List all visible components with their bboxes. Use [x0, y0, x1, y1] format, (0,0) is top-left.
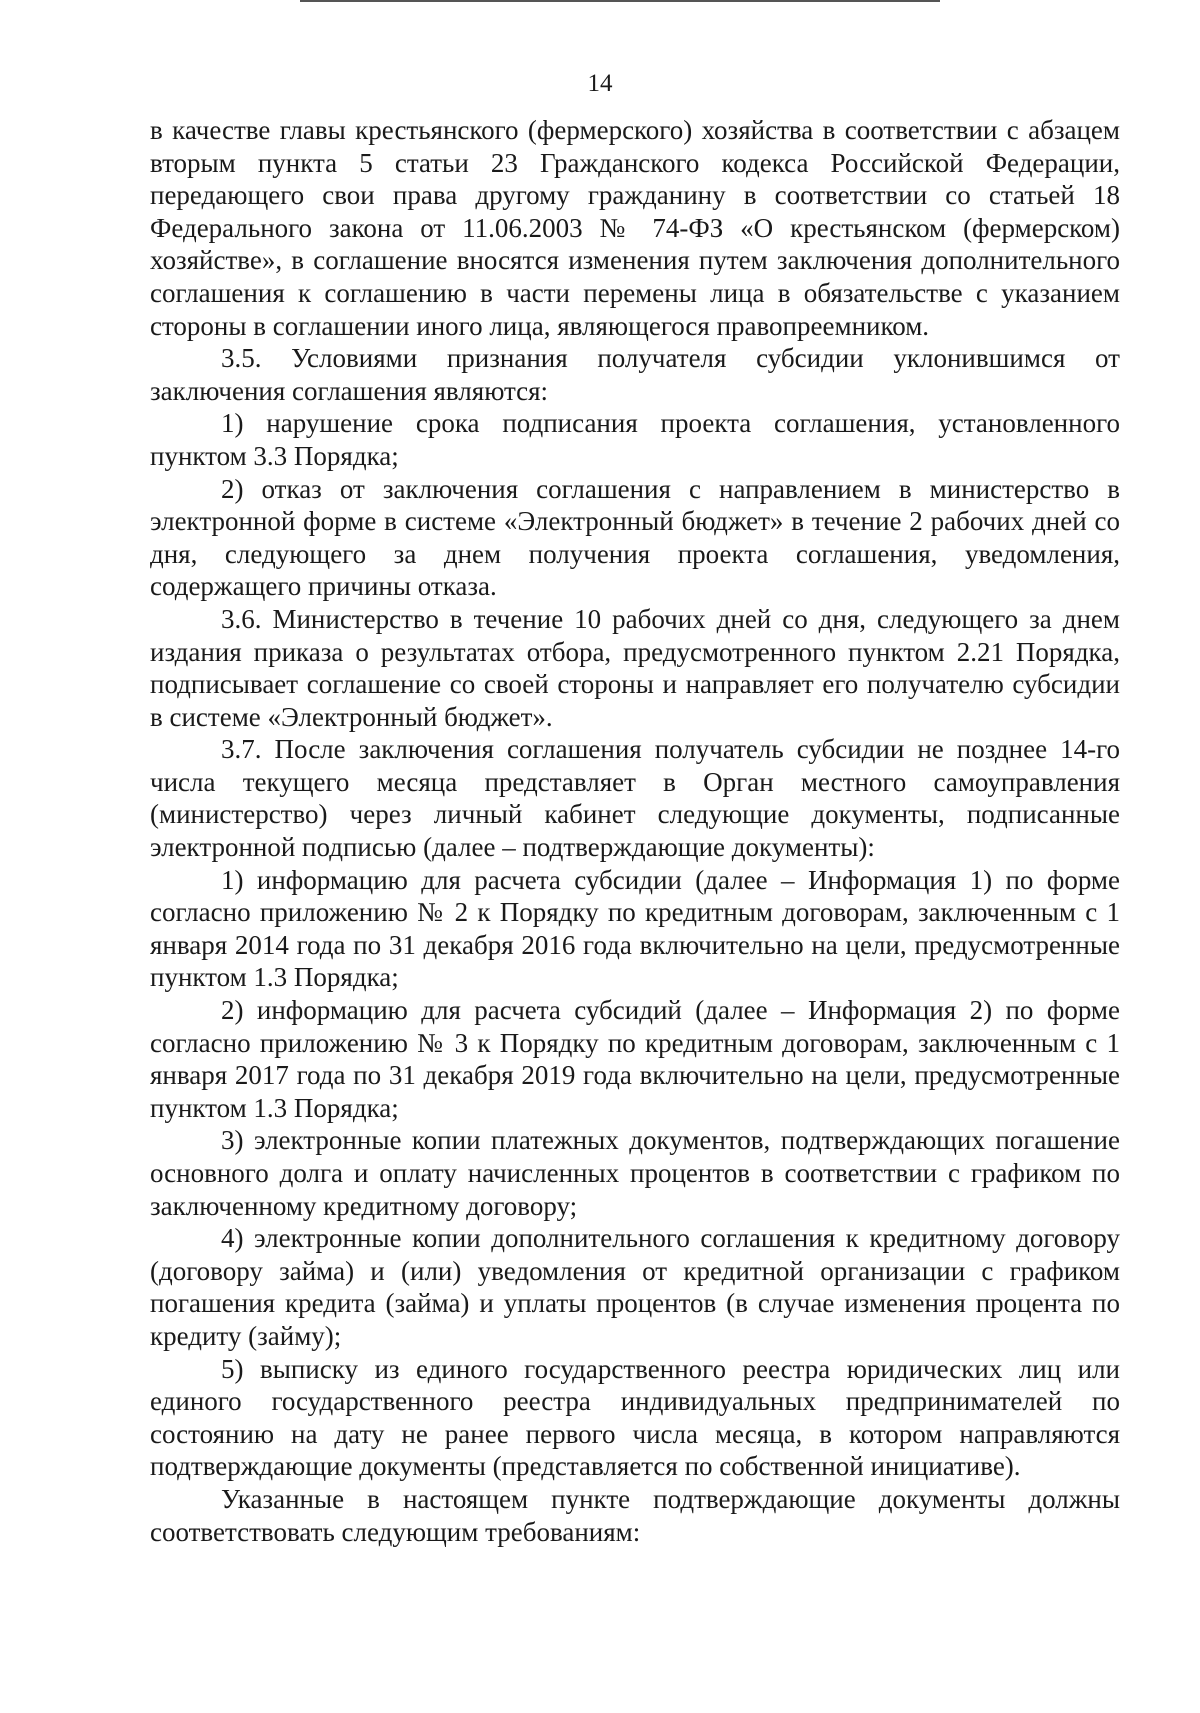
paragraph-continuation: в качестве главы крестьянского (фермерского) хозяйства в соответствии с абзацем вторым пункта 5 статьи 23 Гражданского кодекса Российской Федерации, передающего свои права другому гражданину в соответствии со статьей 18 Федерального закона от 11.06.2003 № 74-ФЗ «О крестьянском (фермерском) хозяйстве», в соглашение вносятся изменения путем заключения дополнительного соглашения к соглашению в части перемены лица в обязательстве с указанием стороны в соглашении иного лица, являющегося правопреемником.	[150, 115, 1120, 341]
page-number: 14	[587, 70, 613, 97]
paragraph-clause-3-7-item-5: 5) выписку из единого государственного реестра юридических лиц или единого государственного реестра индивидуальных предпринимателей по состоянию на дату не ранее первого числа месяца, в котором направляются подтверждающие документы (представляется по собственной инициативе).	[150, 1353, 1120, 1482]
top-edge-rule	[300, 0, 940, 2]
paragraph-clause-3-7: 3.7. После заключения соглашения получатель субсидии не позднее 14-го числа текущего месяца представляет в Орган местного самоуправления (министерство) через личный кабинет следующие документы, подписанные электронной подписью (далее – подтверждающие документы):	[150, 734, 1120, 863]
paragraph-clause-3-7-item-4: 4) электронные копии дополнительного соглашения к кредитному договору (договору займа) и (или) уведомления от кредитной организации с графиком погашения кредита (займа) и уплаты процентов (в случае изменения процента по кредиту (займу);	[150, 1223, 1120, 1351]
paragraph-clause-3-6: 3.6. Министерство в течение 10 рабочих дней со дня, следующего за днем издания приказа о результатах отбора, предусмотренного пунктом 2.21 Порядка, подписывает соглашение со своей стороны и направляет его получателю субсидии в системе «Электронный бюджет».	[150, 603, 1120, 732]
document-body	[150, 114, 1120, 1548]
paragraph-clause-3-7-item-1: 1) информацию для расчета субсидии (далее – Информация 1) по форме согласно приложению № 2 к Порядку по кредитным договорам, заключенным с 1 января 2014 года по 31 декабря 2016 года включительно на цели, предусмотренные пунктом 1.3 Порядка;	[150, 864, 1120, 993]
paragraph-clause-3-7-item-3: 3) электронные копии платежных документов, подтверждающих погашение основного долга и оплату начисленных процентов в соответствии с графиком по заключенному кредитному договору;	[150, 1125, 1120, 1221]
paragraph-clause-3-7-item-2: 2) информацию для расчета субсидий (далее – Информация 2) по форме согласно приложению № 3 к Порядку по кредитным договорам, заключенным с 1 января 2017 года по 31 декабря 2019 года включительно на цели, предусмотренные пунктом 1.3 Порядка;	[150, 995, 1120, 1123]
paragraph-clause-3-5-item-1: 1) нарушение срока подписания проекта соглашения, установленного пунктом 3.3 Порядка;	[150, 408, 1120, 471]
paragraph-clause-3-7-requirements: Указанные в настоящем пункте подтверждающие документы должны соответствовать следующим требованиям:	[150, 1483, 1120, 1547]
paragraph-clause-3-5: 3.5. Условиями признания получателя субсидии уклонившимся от заключения соглашения являются:	[150, 343, 1120, 406]
paragraph-clause-3-5-item-2: 2) отказ от заключения соглашения с направлением в министерство в электронной форме в системе «Электронный бюджет» в течение 2 рабочих дней со дня, следующего за днем получения проекта соглашения, уведомления, содержащего причины отказа.	[150, 473, 1120, 602]
